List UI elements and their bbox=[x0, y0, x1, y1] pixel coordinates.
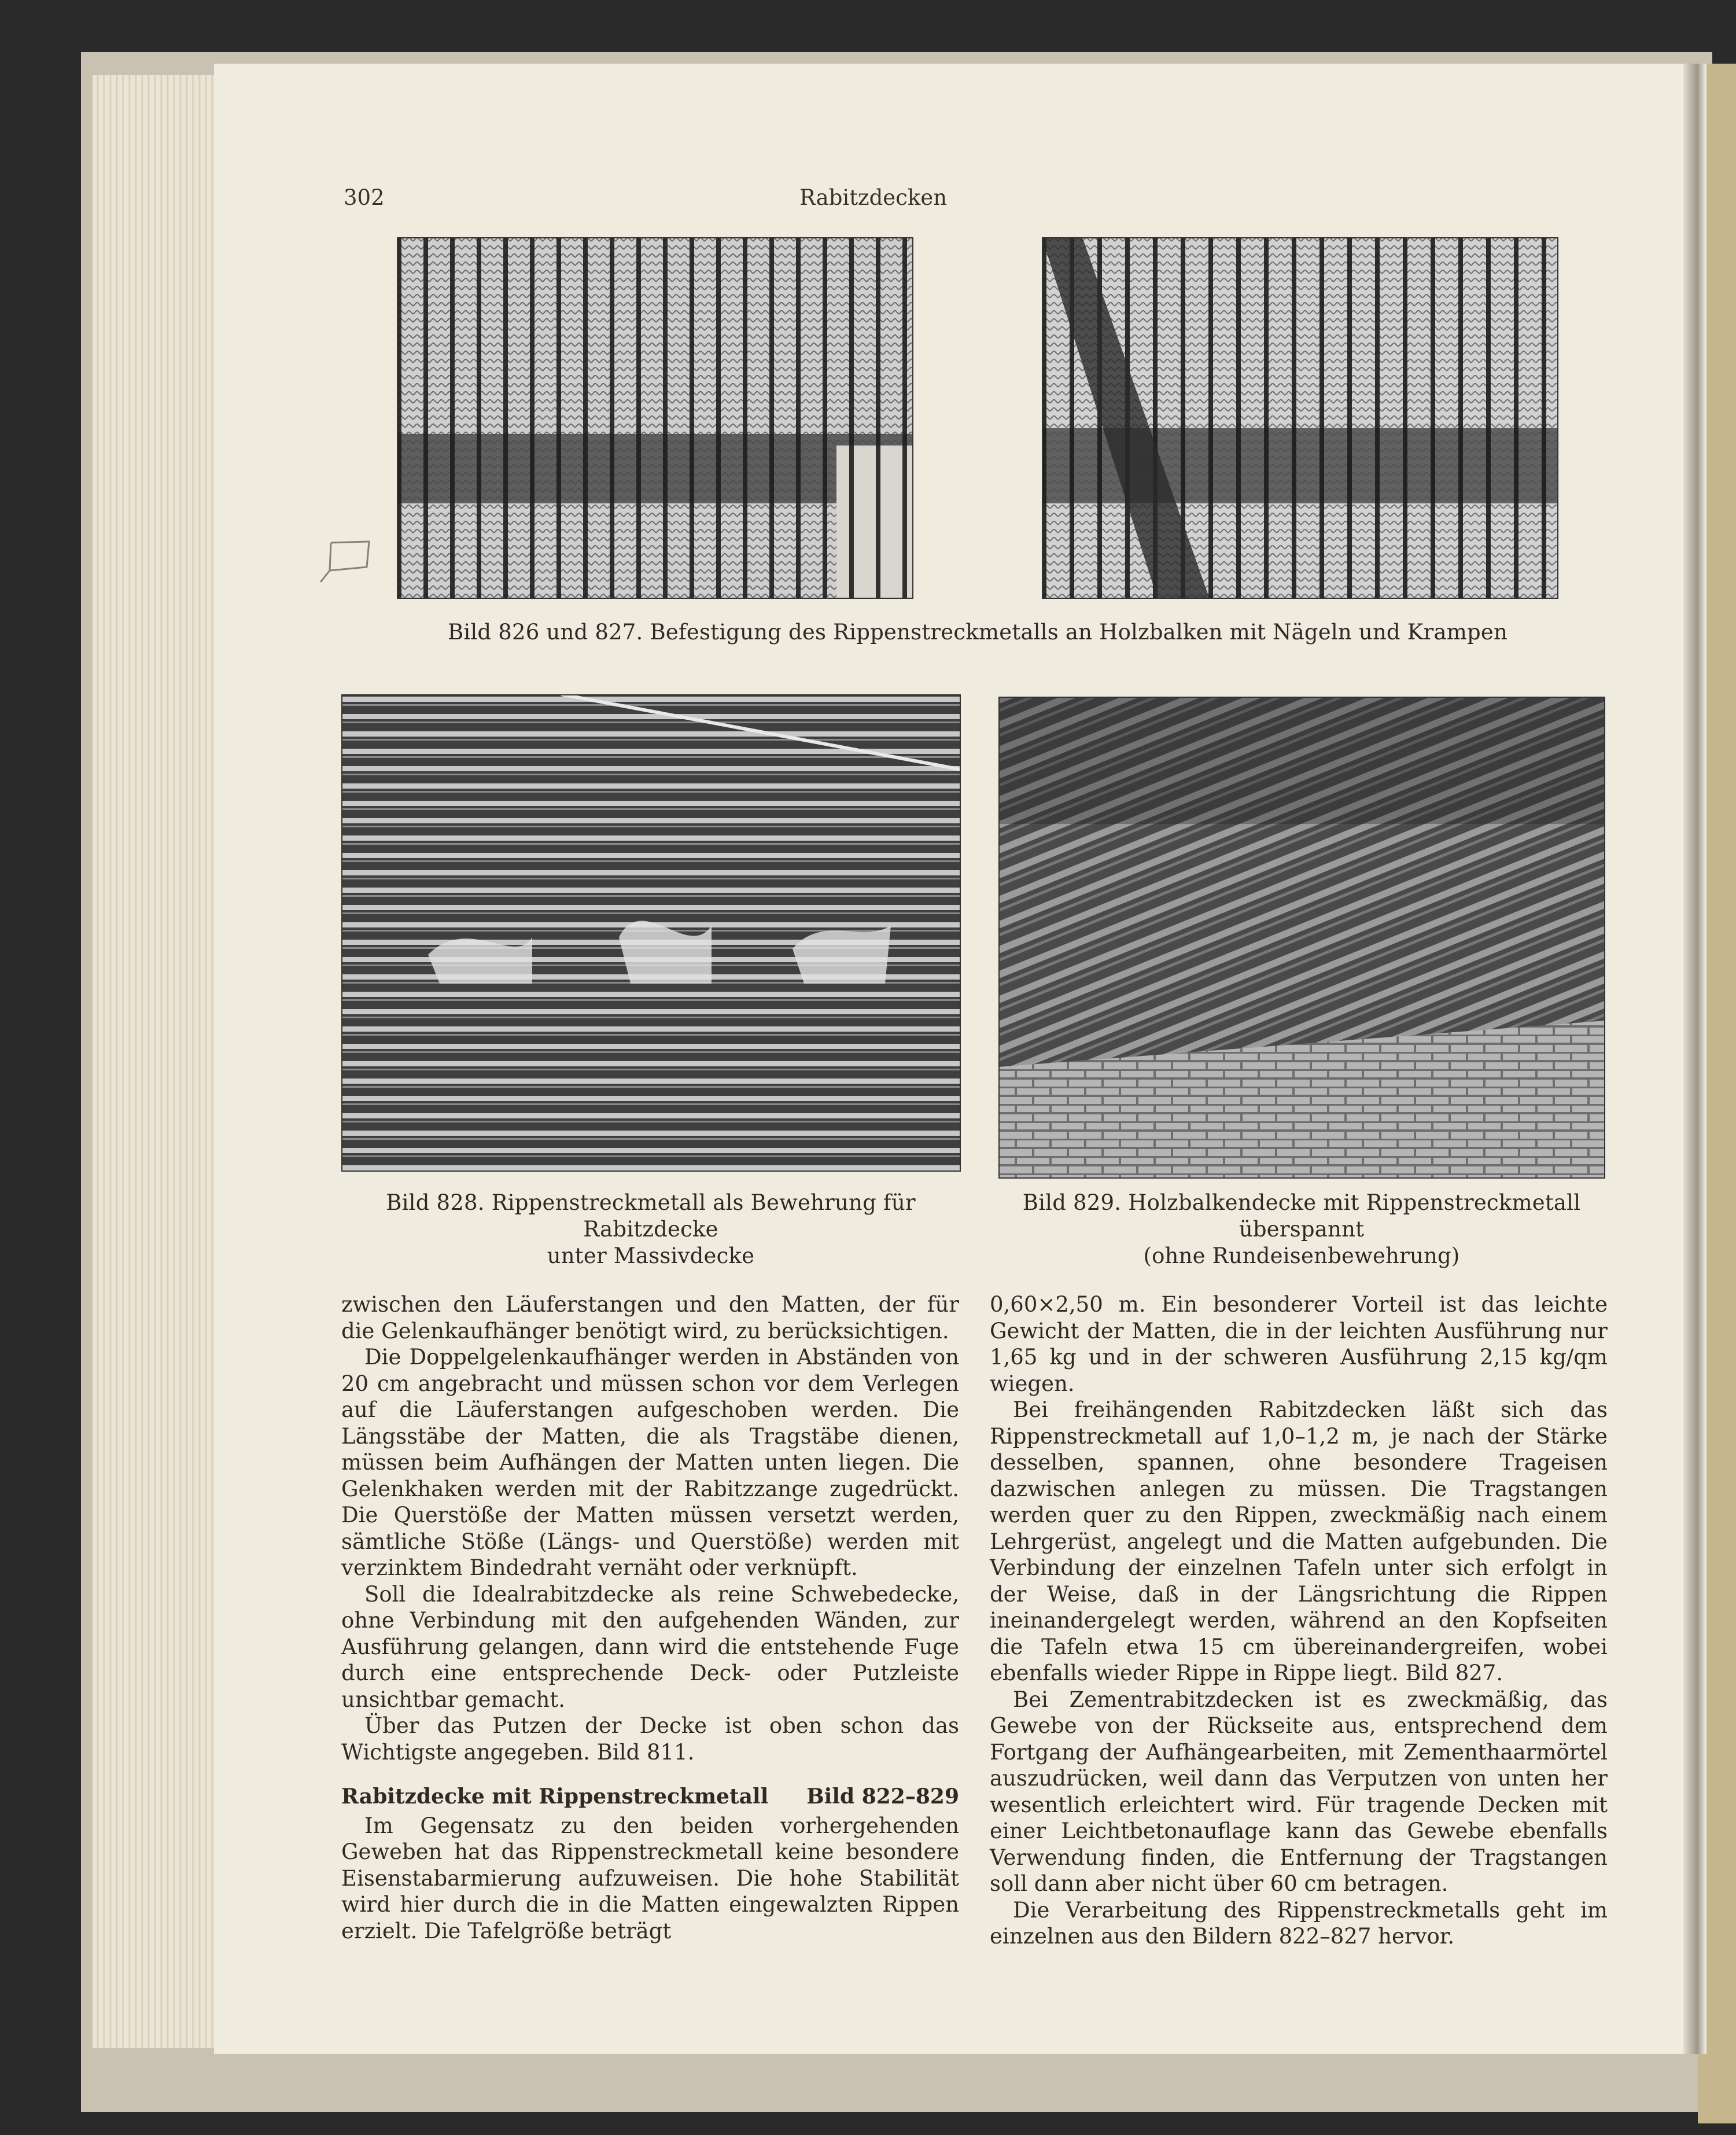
page-number: 302 bbox=[344, 185, 385, 210]
right-paragraph-2: Bei freihängenden Rabitzdecken läßt sich das Rippenstreckmetall auf 1,0–1,2 m, je nach der Stärke desselben, spannen, ohne besondere Trageisen dazwischen anlegen zu müssen. Die Tragstangen werden quer zu den Rippen, zweckmäßig nach einem Lehrgerüst, angelegt und die Matten aufgebunden. Die Verbindung der einzelnen Tafeln unter sich erfolgt in der Weise, daß in der Längsrichtung die Rippen ineinandergelegt werden, während an den Kopfseiten die Tafeln etwa 15 cm übereinandergreifen, wobei ebenfalls wieder Rippe in Rippe liegt. Bild 827. bbox=[990, 1397, 1608, 1685]
running-title: Rabitzdecken bbox=[799, 185, 948, 210]
figure-828-caption-line2: unter Massivdecke bbox=[547, 1243, 755, 1268]
left-paragraph-5: Im Gegensatz zu den beiden vorhergehenden Geweben hat das Rippenstreckmetall keine besondere Eisenstabarmierung aufzuweisen. Die hohe Stabilität wird hier durch die in die Matten eingewalzten Rippen erzielt. Die Tafelgröße beträgt bbox=[341, 1813, 959, 1943]
figure-828-caption bbox=[336, 1190, 966, 1269]
figure-829-caption bbox=[986, 1190, 1617, 1269]
right-paragraph-4: Die Verarbeitung des Rippenstreckmetalls geht im einzelnen aus den Bildern 822–827 hervor. bbox=[990, 1897, 1608, 1949]
figure-828-photo bbox=[341, 694, 961, 1172]
figure-826-photo bbox=[397, 237, 913, 599]
left-paragraph-3: Soll die Idealrabitzdecke als reine Schwebedecke, ohne Verbindung mit den aufgehenden Wänden, zur Ausführung gelangen, dann wird die entstehende Fuge durch eine entsprechende Deck- oder Putzleiste unsichtbar gemacht. bbox=[341, 1581, 959, 1712]
section-heading-figure-ref: Bild 822–829 bbox=[806, 1784, 959, 1809]
right-paragraph-3: Bei Zementrabitzdecken ist es zweckmäßig, das Gewebe von der Rückseite aus, entsprechend dem Fortgang der Aufhängearbeiten, mit Zementhaarmörtel auszudrücken, weil dann das Verputzen von unten her wesentlich erleichtert wird. Für tragende Decken mit einer Leichtbetonauflage kann das Gewebe ebenfalls Verwendung finden, die Entfernung der Tragstangen soll dann aber nicht über 60 cm betragen. bbox=[990, 1687, 1608, 1896]
left-paragraph-1: zwischen den Läuferstangen und den Matten, der für die Gelenkaufhänger benötigt wird, zu berücksichtigen. bbox=[341, 1292, 959, 1343]
figure-829-caption-line2: (ohne Rundeisenbewehrung) bbox=[1143, 1243, 1460, 1268]
left-text-column bbox=[341, 1291, 959, 1944]
figure-828-caption-line1: Bild 828. Rippenstreckmetall als Bewehrung für Rabitzdecke bbox=[386, 1190, 916, 1242]
right-text-column bbox=[990, 1291, 1608, 1950]
figure-827-photo bbox=[1042, 237, 1558, 599]
figure-826-827-caption: Bild 826 und 827. Befestigung des Rippenstreckmetalls an Holzbalken mit Nägeln und Krampen bbox=[447, 620, 1508, 645]
left-paragraph-4: Über das Putzen der Decke ist oben schon das Wichtigste angegeben. Bild 811. bbox=[341, 1713, 959, 1765]
margin-mark-icon bbox=[318, 538, 376, 584]
right-paragraph-1: 0,60×2,50 m. Ein besonderer Vorteil ist das leichte Gewicht der Matten, die in der leichten Ausführung nur 1,65 kg und in der schweren Ausführung 2,15 kg/qm wiegen. bbox=[990, 1292, 1608, 1396]
figure-829-photo bbox=[998, 697, 1605, 1179]
section-heading-title: Rabitzdecke mit Rippenstreckmetall bbox=[341, 1784, 769, 1809]
section-heading bbox=[341, 1784, 959, 1810]
figure-829-caption-line1: Bild 829. Holzbalkendecke mit Rippenstreckmetall überspannt bbox=[1022, 1190, 1581, 1242]
left-paragraph-2: Die Doppelgelenkaufhänger werden in Abständen von 20 cm angebracht und müssen schon vor dem Verlegen auf die Läuferstangen aufgeschoben werden. Die Längsstäbe der Matten, die als Tragstäbe dienen, müssen beim Aufhängen der Matten unten liegen. Die Gelenkhaken werden mit der Rabitzzange zugedrückt. Die Querstöße der Matten müssen versetzt werden, sämtliche Stöße (Längs- und Querstöße) werden mit verzinktem Bindedraht vernäht oder verknüpft. bbox=[341, 1345, 959, 1580]
page-stack-edges bbox=[93, 75, 227, 2048]
book-gutter bbox=[1683, 64, 1706, 2054]
